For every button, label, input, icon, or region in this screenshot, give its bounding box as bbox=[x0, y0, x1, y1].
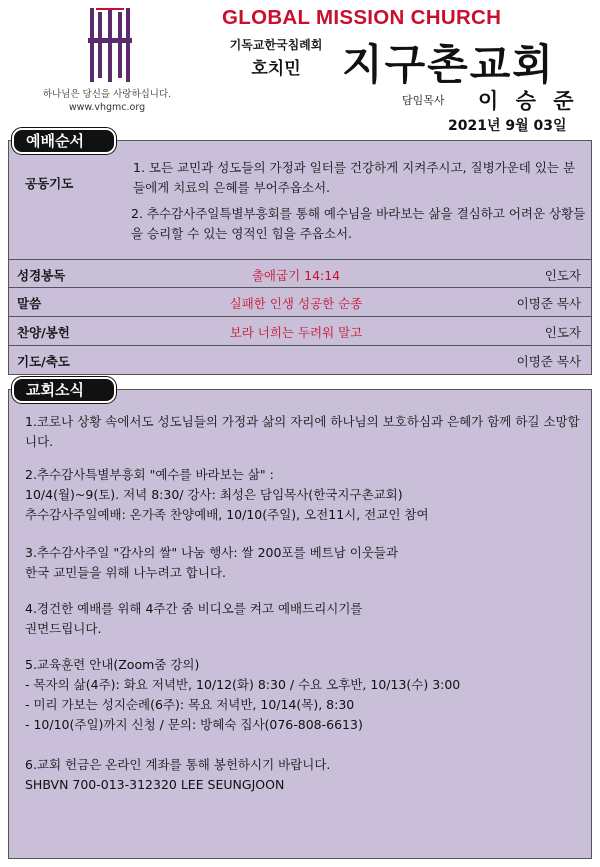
church-news-section bbox=[8, 389, 592, 859]
news-line: 5.교육훈련 안내(Zoom줌 강의) bbox=[25, 657, 200, 672]
church-logo-icon bbox=[88, 8, 132, 82]
order-title: 보라 너희는 두려워 말고 bbox=[229, 325, 363, 340]
church-name: 지구촌교회 bbox=[342, 40, 555, 89]
news-line: 권면드립니다. bbox=[25, 621, 102, 636]
order-row-benediction bbox=[9, 345, 591, 375]
church-news-tab: 교회소식 bbox=[12, 377, 116, 403]
order-label: 성경봉독 bbox=[17, 268, 66, 283]
order-label: 말씀 bbox=[17, 296, 42, 311]
order-title: 실패한 인생 성공한 순종 bbox=[229, 296, 363, 311]
worship-order-section bbox=[8, 140, 592, 375]
order-leader: 이명준 목사 bbox=[516, 296, 581, 311]
news-line: - 미리 가보는 성지순례(6주): 목요 저녁반, 10/14(목), 8:30 bbox=[25, 697, 355, 712]
order-row-praise bbox=[9, 316, 591, 344]
news-line: 한국 교민들을 위해 나누려고 합니다. bbox=[25, 565, 226, 580]
denomination: 기독교한국침례회 bbox=[229, 38, 323, 52]
order-title: 출애굽기 14:14 bbox=[251, 268, 341, 283]
news-item-5 bbox=[25, 655, 587, 735]
slogan bbox=[22, 88, 192, 114]
news-item-1 bbox=[25, 412, 587, 452]
bulletin-date: 2021년 9월 03일 bbox=[448, 118, 567, 134]
news-line: 2.추수감사특별부흥회 "예수를 바라보는 삶" : bbox=[25, 467, 274, 482]
order-leader: 인도자 bbox=[544, 268, 581, 283]
news-item-6 bbox=[25, 755, 587, 795]
news-line: 10/4(월)~9(토). 저녁 8:30/ 강사: 최성은 담임목사(한국지구촌교회) bbox=[25, 487, 403, 502]
news-item-3 bbox=[25, 543, 587, 583]
news-line: 6.교회 헌금은 온라인 계좌를 통해 봉헌하시기 바랍니다. bbox=[25, 757, 331, 772]
news-line: 3.추수감사주일 "감사의 쌀" 나눔 행사: 쌀 200포를 베트남 이웃들과 bbox=[25, 545, 399, 560]
order-leader: 이명준 목사 bbox=[516, 354, 581, 369]
slogan-text: 하나님은 당신을 사랑하십니다. bbox=[42, 89, 172, 100]
news-line: 추수감사주일예배: 온가족 찬양예배, 10/10(주일), 오전11시, 전교인 참여 bbox=[25, 507, 429, 522]
news-item-4 bbox=[25, 599, 587, 639]
order-label: 찬양/봉헌 bbox=[17, 325, 70, 340]
english-title: GLOBAL MISSION CHURCH bbox=[222, 6, 502, 29]
news-line: - 목자의 삶(4주): 화요 저녁반, 10/12(화) 8:30 / 수요 오후반, 10/13(수) 3:00 bbox=[25, 677, 461, 692]
prayer-item: 2. 추수감사주일특별부흥회를 통해 예수님을 바라보는 삶을 결심하고 어려운 상황들을 승리할 수 있는 영적인 힘을 주옵소서. bbox=[131, 206, 586, 241]
news-item-2 bbox=[25, 465, 587, 525]
news-line: 1.코로나 상황 속에서도 성도님들의 가정과 삶의 자리에 하나님의 보호하심과 은혜가 함께 하길 소망합니다. bbox=[25, 414, 580, 449]
order-leader: 인도자 bbox=[544, 325, 581, 340]
prayer-item: 1. 모든 교민과 성도들의 가정과 일터를 건강하게 지켜주시고, 질병가운데 있는 분들에게 치료의 은혜를 부어주옵소서. bbox=[133, 160, 576, 195]
pastor-label: 담임목사 bbox=[402, 94, 445, 107]
order-row-sermon bbox=[9, 287, 591, 315]
website-link[interactable]: www.vhgmc.org bbox=[68, 102, 146, 113]
news-line: - 10/10(주일)까지 신청 / 문의: 방혜숙 집사(076-808-6613) bbox=[25, 717, 363, 732]
pastor-name: 이 승 준 bbox=[478, 89, 579, 113]
prayer-label: 공동기도 bbox=[25, 176, 74, 191]
city-name: 호치민 bbox=[251, 59, 301, 79]
bank-account: SHBVN 700-013-312320 LEE SEUNGJOON bbox=[25, 777, 285, 792]
order-label: 기도/축도 bbox=[17, 354, 70, 369]
order-row-scripture bbox=[9, 259, 591, 287]
worship-order-tab: 예배순서 bbox=[12, 128, 116, 154]
news-line: 4.경건한 예배를 위해 4주간 줌 비디오를 켜고 예배드리시기를 bbox=[25, 601, 363, 616]
